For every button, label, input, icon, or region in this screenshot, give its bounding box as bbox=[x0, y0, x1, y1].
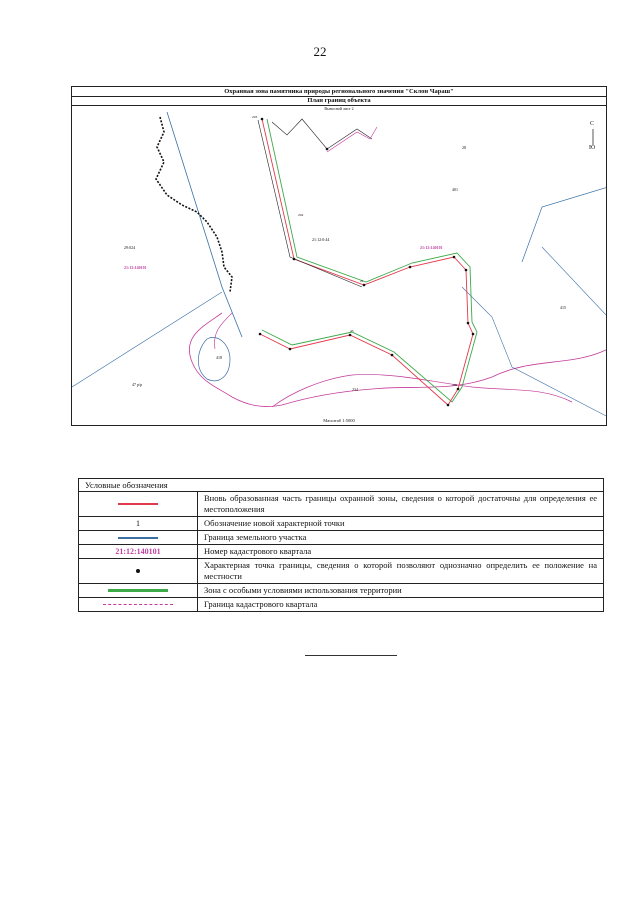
page-number: 22 bbox=[313, 44, 327, 59]
legend-item bbox=[79, 517, 603, 531]
land-plot-boundary bbox=[542, 247, 607, 317]
parcel-label: 29:024 bbox=[124, 245, 136, 250]
legend-item-text: Зона с особыми условиями использования территории bbox=[204, 585, 402, 595]
map-title: Охранная зона памятника природы регионального значения "Склон Чараш" bbox=[72, 87, 606, 97]
dashed-line-symbol bbox=[103, 604, 173, 605]
parcel-label: 401 bbox=[452, 187, 458, 192]
parcel-label: 21:12:0:44 bbox=[312, 237, 330, 242]
south-label: Ю bbox=[589, 145, 596, 151]
legend-item bbox=[79, 559, 603, 584]
point-label: 45 bbox=[350, 329, 354, 333]
quarter-boundary bbox=[327, 127, 377, 152]
parcel-label: 234 bbox=[352, 387, 358, 392]
quarter-label: 21:12:140101 bbox=[420, 245, 443, 250]
legend-item bbox=[79, 598, 603, 611]
land-plot-boundary bbox=[462, 287, 607, 417]
red-line-symbol bbox=[118, 503, 158, 505]
new-boundary bbox=[260, 119, 473, 405]
legend-item bbox=[79, 531, 603, 545]
legend-item bbox=[79, 584, 603, 598]
point-chain bbox=[156, 117, 232, 292]
legend-item bbox=[79, 545, 603, 559]
river-boundary-lower bbox=[272, 374, 572, 407]
legend-item-text: Номер кадастрового квартала bbox=[204, 546, 312, 556]
parcel-label: 415 bbox=[560, 305, 566, 310]
legend-item-text: Вновь образованная часть границы охранной зоны, сведения о которой достаточны для определения ее местоположения bbox=[204, 493, 597, 514]
blue-line-symbol bbox=[118, 537, 158, 539]
point-label: 21 bbox=[360, 279, 364, 283]
legend-item-text: Граница кадастрового квартала bbox=[204, 599, 318, 609]
river-boundary-inner bbox=[214, 313, 232, 349]
north-label: С bbox=[590, 121, 595, 127]
quarter-label: 21:12:140101 bbox=[124, 265, 147, 270]
point-dot-symbol bbox=[136, 569, 140, 573]
legend-item-text: Характерная точка границы, сведения о которой позволяют однозначно определить ее положение на местности bbox=[204, 560, 597, 581]
map-drawing bbox=[72, 87, 607, 426]
parcel-label: 47 р/р bbox=[132, 382, 143, 387]
footer-rule bbox=[305, 655, 397, 656]
point-label: 204 bbox=[298, 213, 304, 217]
legend-item-text: Обозначение новой характерной точки bbox=[204, 518, 345, 528]
map-scale: Масштаб 1:5000 bbox=[323, 418, 355, 423]
new-boundary bbox=[272, 119, 372, 149]
land-plot-boundary bbox=[522, 187, 607, 262]
boundary-map bbox=[71, 86, 607, 426]
point-number-symbol: 1 bbox=[136, 519, 140, 528]
point-label: 203 bbox=[252, 115, 258, 119]
land-plot-boundary bbox=[72, 292, 222, 387]
parcel-label: 28 bbox=[462, 145, 466, 150]
sheet-note: Выносной лист 2 bbox=[324, 106, 354, 111]
legend-item bbox=[79, 492, 603, 517]
map-subtitle: План границ объекта bbox=[72, 96, 606, 106]
map-legend bbox=[78, 478, 604, 612]
lake-outline bbox=[198, 337, 230, 380]
special-zone-boundary bbox=[262, 119, 477, 402]
point-label: 209 bbox=[452, 383, 458, 387]
legend-header: Условные обозначения bbox=[79, 479, 603, 492]
legend-item-text: Граница земельного участка bbox=[204, 532, 307, 542]
parcel-label: 418 bbox=[216, 355, 222, 360]
green-line-symbol bbox=[108, 589, 168, 592]
quarter-number-symbol: 21:12:140101 bbox=[115, 547, 161, 556]
